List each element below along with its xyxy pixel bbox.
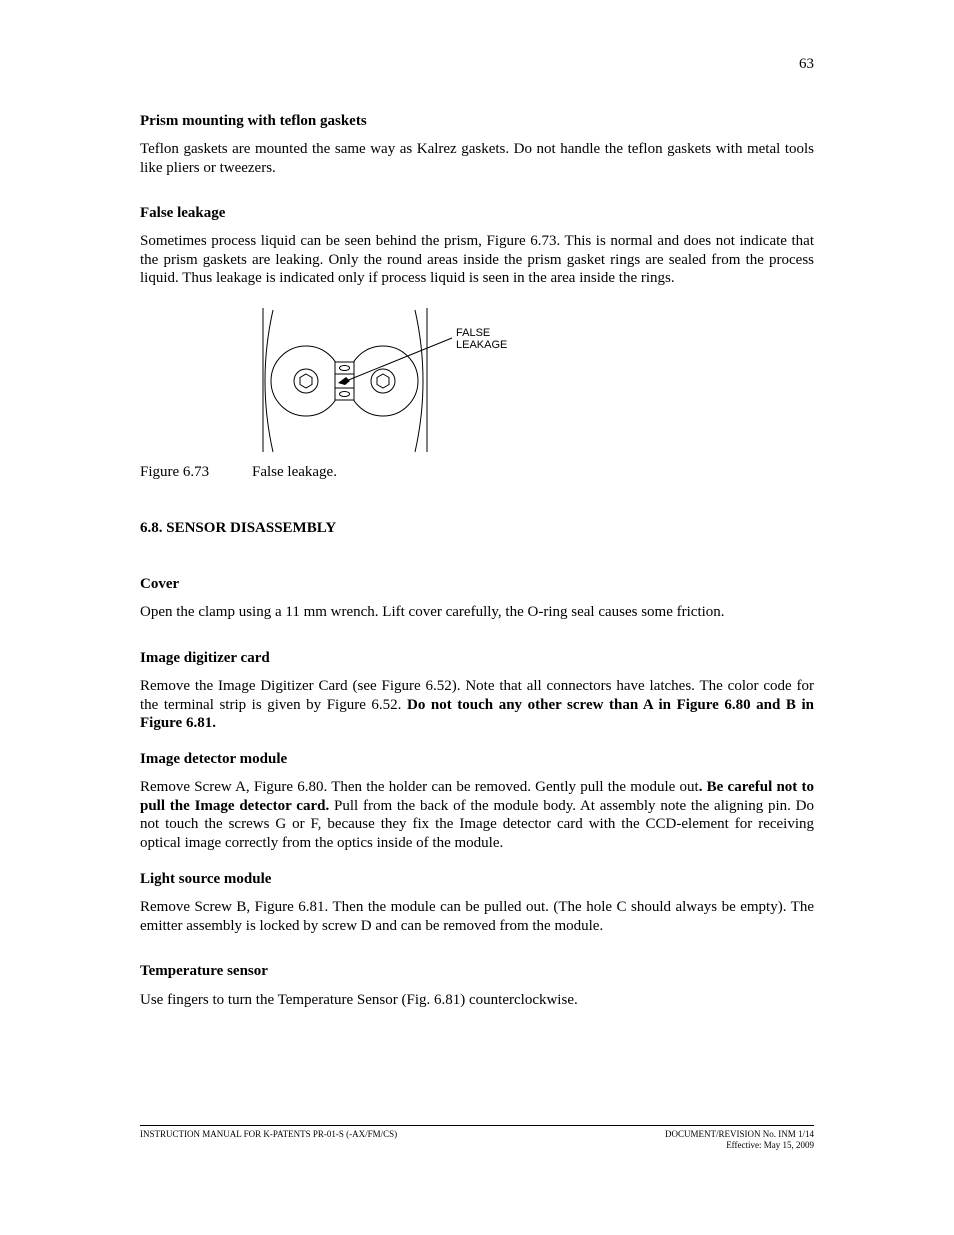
digitizer-warning: Do not touch any other screw than A in Figure 6.80 and B in Figure 6.81.	[140, 696, 814, 732]
heading-prism-mounting: Prism mounting with teflon gaskets	[140, 113, 367, 129]
paragraph-image-digitizer-card	[140, 677, 814, 733]
figure-caption-number: Figure 6.73	[140, 464, 210, 480]
detector-text-a: Remove Screw A, Figure 6.80. Then the holder can be removed. Gently pull the module out	[140, 779, 699, 795]
heading-image-digitizer-card: Image digitizer card	[140, 650, 270, 666]
right-window-curve	[415, 310, 423, 452]
detector-warning: . Be careful not to pull the Image detector card.	[140, 779, 815, 814]
heading-false-leakage: False leakage	[140, 205, 226, 221]
figure-label-line1: FALSE	[456, 327, 491, 339]
heading-image-detector-module: Image detector module	[140, 751, 288, 767]
footer-manual-title: INSTRUCTION MANUAL FOR K-PATENTS PR-01-S (-AX/FM/CS)	[140, 1129, 398, 1139]
leader-line	[346, 338, 452, 381]
paragraph-cover: Open the clamp using a 11 mm wrench. Lift cover carefully, the O-ring seal causes some friction.	[140, 604, 725, 620]
left-gasket-ring	[271, 346, 341, 416]
footer-revision	[665, 1129, 814, 1151]
right-hex-nut	[377, 374, 389, 388]
paragraph-image-detector-module	[140, 778, 814, 852]
left-inner-ring	[294, 369, 318, 393]
left-hex-nut	[300, 374, 312, 388]
figure-label-line2: LEAKAGE	[456, 339, 508, 351]
paragraph-prism-mounting: Teflon gaskets are mounted the same way as Kalrez gaskets. Do not handle the teflon gaskets with metal tools like pliers or tweezers.	[140, 141, 814, 176]
paragraph-false-leakage: Sometimes process liquid can be seen behind the prism, Figure 6.73. This is normal and does not indicate that the prism gaskets are leaking. Only the round areas inside the prism gasket rings are sealed from the process liquid. Thus leakage is indicated only if process liquid is seen in the area inside the rings.	[140, 233, 814, 287]
right-inner-ring	[371, 369, 395, 393]
heading-cover: Cover	[140, 576, 180, 592]
figure-caption-text: False leakage.	[252, 464, 337, 480]
detector-text-b: Pull from the back of the module body. At assembly note the aligning pin. Do not touch the screws G or F, because they fix the Image detector card with the CCD-element for receiving optical image correctly from the optics inside of the module.	[140, 797, 814, 851]
digitizer-text: Remove the Image Digitizer Card (see Figure 6.52). Note that all connectors have latches. The color code for the terminal strip is given by Figure 6.52.	[140, 678, 814, 713]
footer-document-revision: DOCUMENT/REVISION No. INM 1/14	[665, 1129, 814, 1139]
paragraph-light-source-module: Remove Screw B, Figure 6.81. Then the module can be pulled out. (The hole C should always be empty). The emitter assembly is locked by screw D and can be removed from the module.	[140, 899, 814, 934]
heading-temperature-sensor: Temperature sensor	[140, 963, 268, 979]
footer-effective-date: Effective: May 15, 2009	[726, 1140, 814, 1150]
page-number: 63	[799, 56, 814, 72]
section-heading-sensor-disassembly: 6.8. SENSOR DISASSEMBLY	[140, 520, 337, 536]
false-leakage-figure	[255, 305, 455, 457]
left-window-curve	[265, 310, 273, 452]
figure-label	[456, 327, 507, 351]
paragraph-temperature-sensor: Use fingers to turn the Temperature Sensor (Fig. 6.81) counterclockwise.	[140, 992, 578, 1008]
heading-light-source-module: Light source module	[140, 871, 272, 887]
footer-divider	[140, 1125, 814, 1126]
